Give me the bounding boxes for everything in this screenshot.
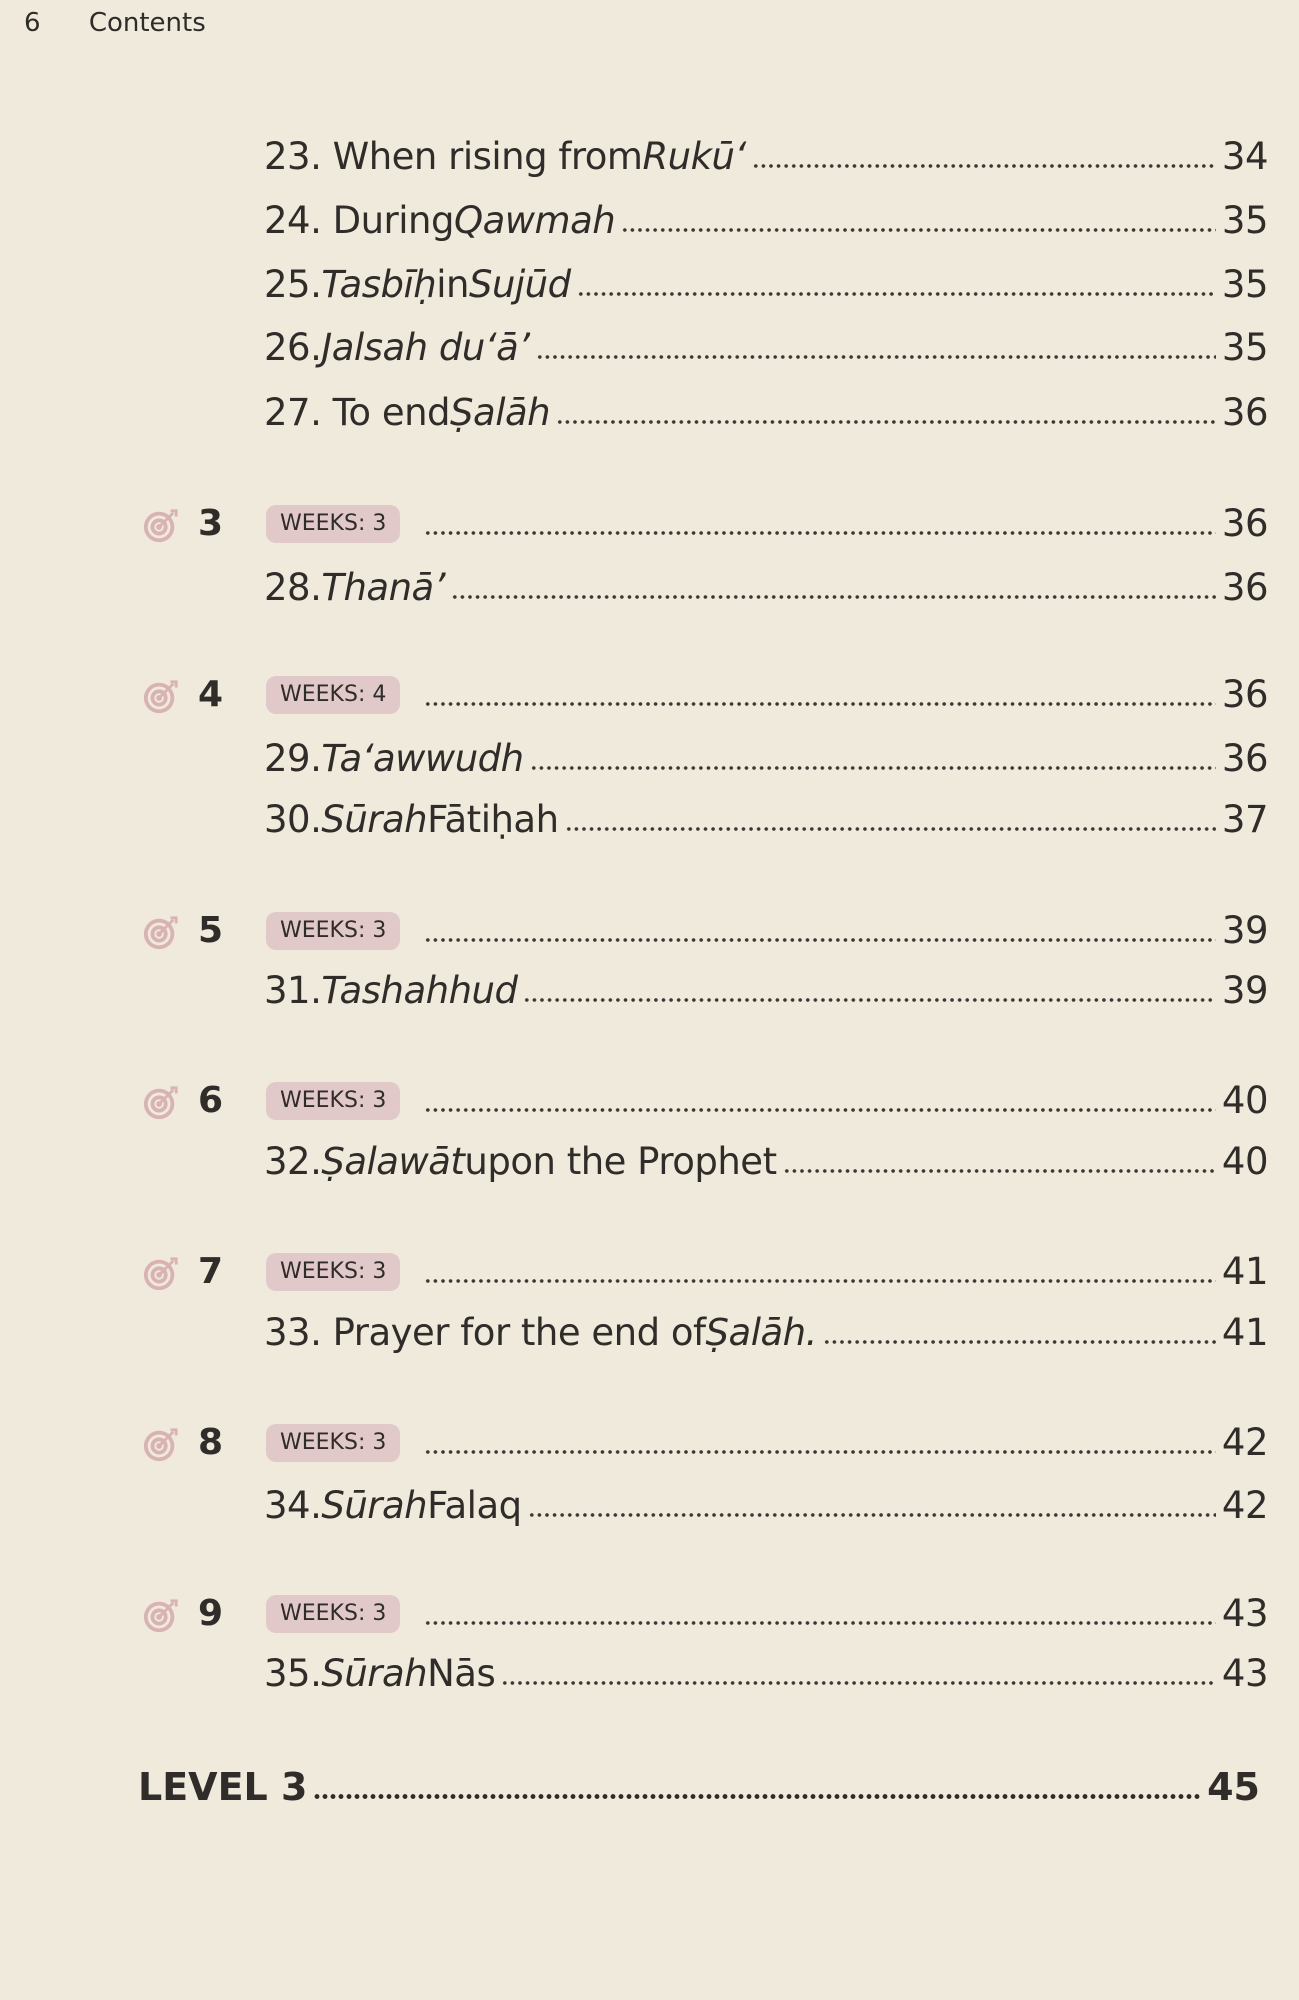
weeks-badge: WEEKS: 3: [266, 1082, 400, 1120]
toc-entry[interactable]: [264, 1308, 1268, 1358]
dot-leader: [313, 1793, 1201, 1800]
entry-title-part: 30.: [264, 798, 322, 841]
entry-title-part: Nās: [427, 1652, 496, 1695]
entry-title-part: 34.: [264, 1484, 322, 1527]
weeks-badge: WEEKS: 3: [266, 912, 400, 950]
dot-leader: [424, 1278, 1216, 1284]
target-icon: [142, 678, 180, 716]
entry-title-part: 29.: [264, 737, 322, 780]
weeks-badge: WEEKS: 3: [266, 505, 400, 543]
weeks-badge: WEEKS: 3: [266, 1595, 400, 1633]
dot-leader: [424, 937, 1216, 943]
week-number: 6: [198, 1080, 223, 1121]
entry-page-number: 39: [1221, 909, 1268, 952]
entry-page-number: 36: [1221, 502, 1268, 545]
level-label: LEVEL 3: [138, 1765, 308, 1809]
target-icon: [142, 1597, 180, 1635]
dot-leader: [621, 227, 1216, 233]
entry-title-part: Rukū‘: [642, 135, 746, 178]
entry-page-number: 42: [1221, 1484, 1268, 1527]
entry-title-part: Sūrah: [321, 798, 428, 841]
toc-entry[interactable]: [264, 966, 1268, 1016]
entry-title-part: Qawmah: [453, 199, 616, 242]
entry-title-part: Tasbīḥ: [321, 263, 437, 306]
dot-leader: [577, 291, 1216, 297]
week-section-row[interactable]: [198, 1589, 1268, 1639]
dot-leader: [424, 530, 1216, 536]
dot-leader: [523, 997, 1215, 1003]
entry-page-number: 36: [1221, 391, 1268, 434]
entry-page-number: 42: [1221, 1421, 1268, 1464]
toc-entry[interactable]: [264, 132, 1268, 182]
entry-title-part: 28.: [264, 566, 322, 609]
dot-leader: [528, 1512, 1216, 1518]
entry-page-number: 34: [1221, 135, 1268, 178]
toc-entry[interactable]: [264, 260, 1268, 310]
entry-page-number: 36: [1221, 737, 1268, 780]
week-section-row[interactable]: [198, 1076, 1268, 1126]
page-number: 6: [24, 8, 41, 38]
entry-title-part: 33. Prayer for the end of: [264, 1311, 706, 1354]
entry-title-part: Ta‘awwudh: [321, 737, 524, 780]
entry-title-part: Falaq: [427, 1484, 522, 1527]
entry-title-part: 31.: [264, 969, 322, 1012]
entry-page-number: 43: [1221, 1592, 1268, 1635]
toc-entry[interactable]: [264, 1137, 1268, 1187]
target-icon: [142, 1084, 180, 1122]
entry-title-part: 27. To end: [264, 391, 451, 434]
week-number: 3: [198, 503, 223, 544]
week-section-row[interactable]: [198, 906, 1268, 956]
entry-page-number: 40: [1221, 1140, 1268, 1183]
entry-title-part: 23. When rising from: [264, 135, 643, 178]
entry-title-part: Jalsah du‘ā’: [321, 326, 530, 369]
entry-title-part: 26.: [264, 326, 322, 369]
entry-page-number: 41: [1221, 1250, 1268, 1293]
entry-title-part: Fātiḥah: [427, 798, 559, 841]
entry-page-number: 35: [1221, 263, 1268, 306]
dot-leader: [823, 1339, 1216, 1345]
weeks-badge: WEEKS: 3: [266, 1424, 400, 1462]
toc-entry[interactable]: [264, 795, 1268, 845]
dot-leader: [530, 765, 1216, 771]
week-section-row[interactable]: [198, 499, 1268, 549]
entry-page-number: 43: [1221, 1652, 1268, 1695]
week-number: 4: [198, 674, 223, 715]
toc-entry[interactable]: [264, 734, 1268, 784]
entry-title-part: Tashahhud: [321, 969, 518, 1012]
entry-page-number: 36: [1221, 673, 1268, 716]
running-header: [24, 8, 206, 38]
entry-title-part: 35.: [264, 1652, 322, 1695]
entry-title-part: Sūrah: [321, 1484, 428, 1527]
target-icon: [142, 914, 180, 952]
entry-title-part: 24. During: [264, 199, 454, 242]
dot-leader: [451, 594, 1216, 600]
toc-entry[interactable]: [264, 388, 1268, 438]
week-section-row[interactable]: [198, 670, 1268, 720]
entry-page-number: 35: [1221, 326, 1268, 369]
dot-leader: [565, 826, 1216, 832]
dot-leader: [556, 419, 1216, 425]
week-number: 7: [198, 1251, 223, 1292]
dot-leader: [424, 1620, 1216, 1626]
entry-page-number: 41: [1221, 1311, 1268, 1354]
weeks-badge: WEEKS: 4: [266, 676, 400, 714]
entry-page-number: 36: [1221, 566, 1268, 609]
toc-entry[interactable]: [264, 196, 1268, 246]
week-number: 5: [198, 910, 223, 951]
week-number: 8: [198, 1422, 223, 1463]
header-title: Contents: [88, 8, 206, 38]
toc-entry[interactable]: [264, 323, 1268, 373]
toc-entry[interactable]: [264, 1649, 1268, 1699]
entry-page-number: 39: [1221, 969, 1268, 1012]
weeks-badge: WEEKS: 3: [266, 1253, 400, 1291]
toc-level-entry[interactable]: [138, 1762, 1260, 1812]
entry-title-part: in: [436, 263, 469, 306]
level-page: 45: [1207, 1765, 1260, 1809]
dot-leader: [424, 701, 1216, 707]
entry-title-part: Ṣalawāt: [321, 1140, 465, 1183]
entry-title-part: 25.: [264, 263, 322, 306]
entry-page-number: 37: [1221, 798, 1268, 841]
entry-title-part: upon the Prophet: [464, 1140, 777, 1183]
entry-title-part: 32.: [264, 1140, 322, 1183]
dot-leader: [752, 163, 1216, 169]
toc-entry[interactable]: [264, 1481, 1268, 1531]
dot-leader: [424, 1107, 1216, 1113]
toc-entry[interactable]: [264, 563, 1268, 613]
entry-title-part: Sūrah: [321, 1652, 428, 1695]
week-section-row[interactable]: [198, 1418, 1268, 1468]
target-icon: [142, 1255, 180, 1293]
target-icon: [142, 1426, 180, 1464]
week-number: 9: [198, 1593, 223, 1634]
target-icon: [142, 507, 180, 545]
entry-page-number: 35: [1221, 199, 1268, 242]
dot-leader: [536, 354, 1216, 360]
entry-title-part: Ṣalāh.: [705, 1311, 817, 1354]
dot-leader: [501, 1680, 1216, 1686]
entry-title-part: Sujūd: [468, 263, 571, 306]
dot-leader: [424, 1449, 1216, 1455]
entry-page-number: 40: [1221, 1079, 1268, 1122]
dot-leader: [783, 1168, 1216, 1174]
entry-title-part: Ṣalāh: [450, 391, 551, 434]
week-section-row[interactable]: [198, 1247, 1268, 1297]
entry-title-part: Thanā’: [321, 566, 445, 609]
